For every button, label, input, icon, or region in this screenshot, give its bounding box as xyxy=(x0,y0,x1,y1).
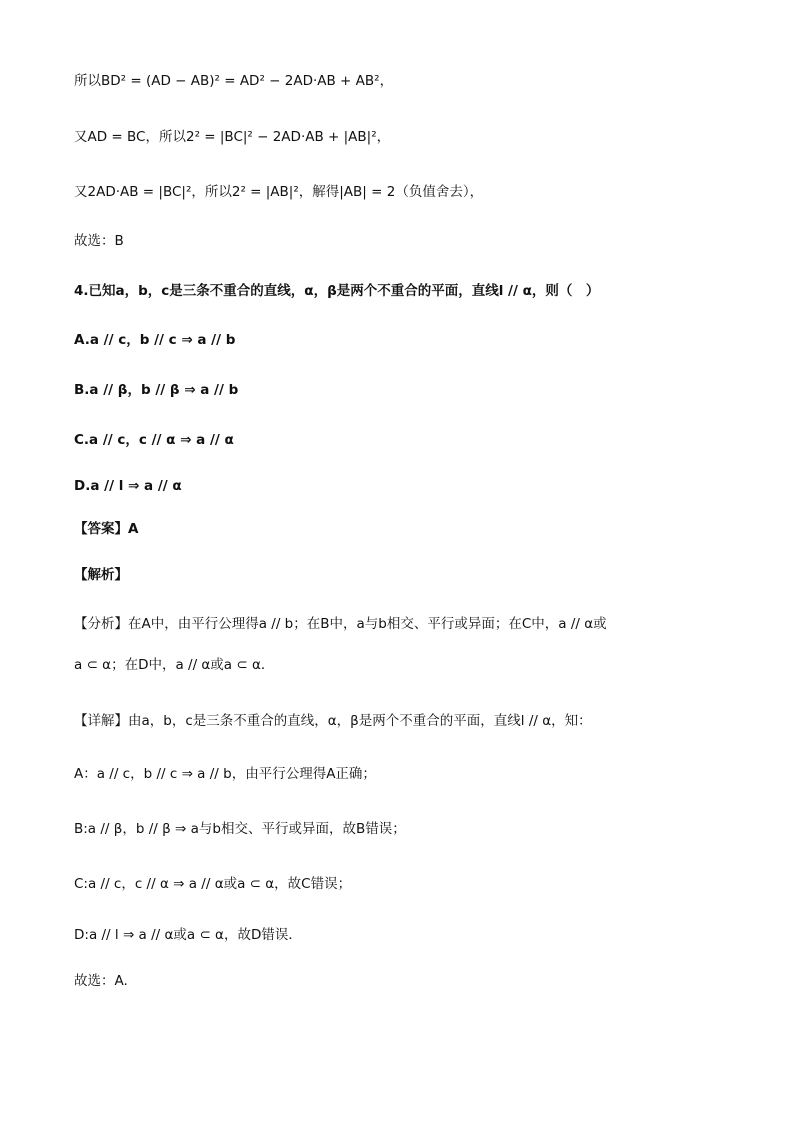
option-d: D.a // l ⇒ a // α xyxy=(74,478,182,494)
final-answer: 故选：A. xyxy=(74,973,128,989)
option-a: A.a // c，b // c ⇒ a // b xyxy=(74,332,236,348)
answer-heading: 【答案】A xyxy=(74,521,139,537)
text-line-4: 故选：B xyxy=(74,233,124,249)
text-line-2: 又AD = BC，所以2² = |BC|² − 2AD·AB + |AB|²， xyxy=(74,129,391,145)
question-stem: 4.已知a，b，c是三条不重合的直线，α，β是两个不重合的平面，直线l // α，则（ ） xyxy=(74,283,600,299)
text-line-3: 又2AD·AB = |BC|²，所以2² = |AB|²，解得|AB| = 2（负值舍去）， xyxy=(74,184,484,200)
detail-line-1: 【详解】由a，b，c是三条不重合的直线，α，β是两个不重合的平面，直线l // α，知： xyxy=(74,713,592,729)
text-line-1: 所以BD² = (AD − AB)² = AD² − 2AD·AB + AB²， xyxy=(74,73,394,89)
detail-line-a: A：a // c，b // c ⇒ a // b，由平行公理得A正确； xyxy=(74,766,376,782)
detail-line-c: C:a // c，c // α ⇒ a // α或a ⊂ α，故C错误； xyxy=(74,876,352,892)
analysis-heading: 【解析】 xyxy=(74,567,128,583)
analysis-line-1: 【分析】在A中，由平行公理得a // b；在B中，a与b相交、平行或异面；在C中，a // α或 xyxy=(74,616,607,632)
analysis-line-2: a ⊂ α；在D中，a // α或a ⊂ α． xyxy=(74,657,275,673)
detail-line-b: B:a // β，b // β ⇒ a与b相交、平行或异面，故B错误； xyxy=(74,821,406,837)
detail-line-d: D:a // l ⇒ a // α或a ⊂ α，故D错误． xyxy=(74,927,302,943)
option-b: B.a // β，b // β ⇒ a // b xyxy=(74,382,239,398)
option-c: C.a // c，c // α ⇒ a // α xyxy=(74,432,234,448)
